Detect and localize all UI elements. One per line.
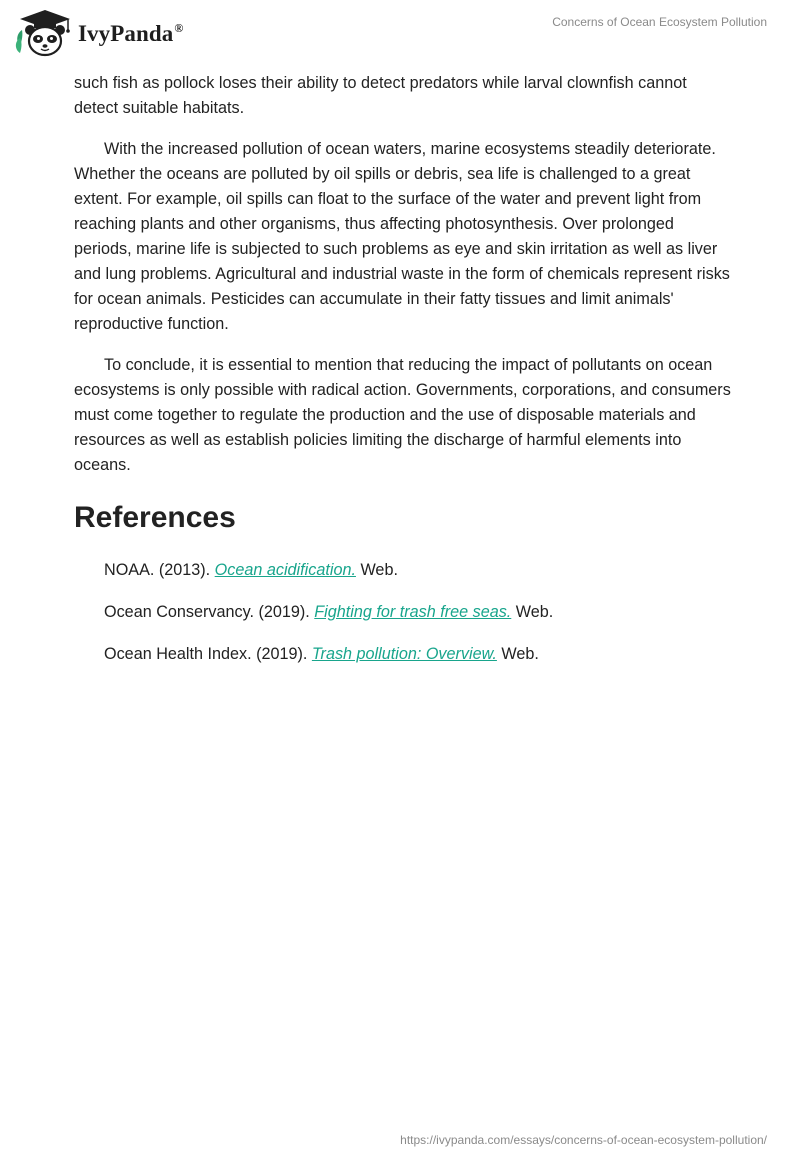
paragraph: such fish as pollock loses their ability to detect predators while larval clownfish cannot detect suitable habitats. [74, 74, 687, 117]
reference-link[interactable]: Ocean acidification. [214, 561, 356, 579]
paragraph: To conclude, it is essential to mention that reducing the impact of pollutants on ocean ecosystems is only possible with radical action. Governments, corporations, and consumers must come together to regulate the production and the use of disposable materials and resources as well as establish policies limiting the discharge of harmful elements into oceans. [74, 356, 731, 474]
document-title: Concerns of Ocean Ecosystem Pollution [552, 15, 767, 29]
reference-item [74, 642, 734, 667]
ivypanda-logo[interactable] [14, 8, 183, 58]
reference-author: Ocean Conservancy. (2019). [104, 603, 315, 621]
paragraph: With the increased pollution of ocean waters, marine ecosystems steadily deteriorate. Whether the oceans are polluted by oil spills or debris, sea life is challenged to a great extent. For example, oil spills can float to the surface of the water and prevent light from reaching plants and other organisms, thus affecting photosynthesis. Over prolonged periods, marine life is subjected to such problems as eye and skin irritation as well as liver and lung problems. Agricultural and industrial waste in the form of chemicals represent risks for ocean animals. Pesticides can accumulate in their fatty tissues and limit animals' reproductive function. [74, 140, 730, 333]
reference-suffix: Web. [511, 603, 554, 621]
panda-logo-icon [14, 8, 76, 58]
references-list [74, 558, 734, 667]
reference-author: NOAA. (2013). [104, 561, 215, 579]
reference-author: Ocean Health Index. (2019). [104, 645, 312, 663]
reference-item [74, 600, 734, 625]
essay-content [74, 71, 734, 684]
references-heading: References [74, 501, 236, 534]
reference-suffix: Web. [496, 645, 539, 663]
reference-link[interactable]: Fighting for trash free seas. [314, 603, 512, 621]
reference-suffix: Web. [355, 561, 398, 579]
logo-text: IvyPanda® [78, 21, 184, 46]
footer-url[interactable]: https://ivypanda.com/essays/concerns-of-ocean-ecosystem-pollution/ [400, 1133, 767, 1147]
reference-link[interactable]: Trash pollution: Overview. [311, 645, 497, 663]
reference-item [74, 558, 734, 583]
